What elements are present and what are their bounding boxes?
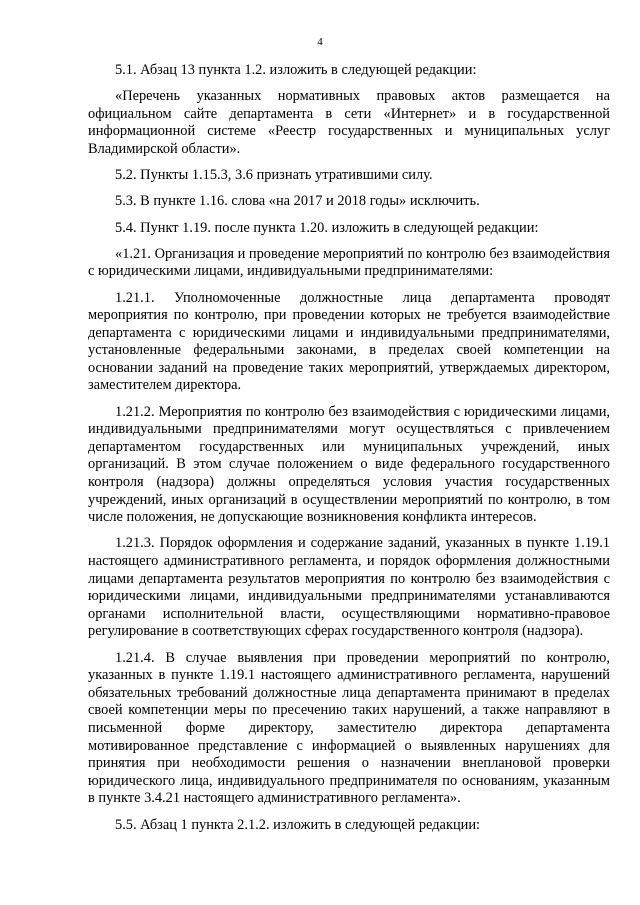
paragraph-5-5: 5.5. Абзац 1 пункта 2.1.2. изложить в следующей редакции: (115, 816, 481, 833)
page-number: 4 (317, 36, 323, 48)
paragraph-5-1: 5.1. Абзац 13 пункта 1.2. изложить в следующей редакции: (115, 62, 477, 78)
paragraph-5-4: 5.4. Пункт 1.19. после пункта 1.20. изложить в следующей редакции: (115, 219, 539, 236)
paragraph-1-21-4: 1.21.4. В случае выявления при проведении мероприятий по контролю, указанных в пункте 1.19.1 настоящего административного регламента, нарушений обязательных требований должностные лица департамента принимают в пределах своей компетенции меры по пресечению таких нарушений, а также направляют в письменной форме директору, заместителю директора департамента мотивированное представление с информацией о выявленных нарушениях для принятия при необходимости решения о назначении внеплановой проверки юридического лица, индивидуального предпринимателя по основаниям, указанным в пункте 3.4.21 настоящего административного регламента». (88, 649, 610, 807)
paragraph-5-3: 5.3. В пункте 1.16. слова «на 2017 и 2018 годы» исключить. (115, 193, 480, 210)
paragraph-1-21-3: 1.21.3. Порядок оформления и содержание заданий, указанных в пункте 1.19.1 настоящего административного регламента, и порядок оформления должностными лицами департамента результатов мероприятия по контролю без взаимодействия с юридическими лицами, индивидуальными предпринимателями устанавливаются органами исполнительной власти, осуществляющими нормативно-правовое регулирование в соответствующих сферах государственного контроля (надзора). (88, 535, 610, 640)
paragraph-quote-list-publication: «Перечень указанных нормативных правовых актов размещается на официальном сайте департамента в сети «Интернет» и в государственной информационной системе «Реестр государственных и муниципальных услуг Владимирской области». (88, 88, 610, 157)
paragraph-5-2: 5.2. Пункты 1.15.3, 3.6 признать утратившими силу. (115, 167, 433, 184)
paragraph-1-21-2: 1.21.2. Мероприятия по контролю без взаимодействия с юридическими лицами, индивидуальными предпринимателями могут осуществляться с привлечением департаментом государственных или муниципальных учреждений, иных организаций. В этом случае положением о виде федерального государственного контроля (надзора) должны определяться условия участия государственных учреждений, иных организаций в осуществлении мероприятий по контролю, в том числе положения, не допускающие возникновения конфликта интересов. (88, 403, 610, 526)
paragraph-1-21-1: 1.21.1. Уполномоченные должностные лица департамента проводят мероприятия по контролю, при проведении которых не требуется взаимодействие департамента с юридическими лицами и индивидуальными предпринимателями, установленные федеральными законами, в пределах своей компетенции на основании заданий на проведение таких мероприятий, утверждаемых директором, заместителем директора. (88, 289, 610, 394)
document-body (88, 62, 610, 834)
paragraph-1-21: «1.21. Организация и проведение мероприятий по контролю без взаимодействия с юридическими лицами, индивидуальными предпринимателями: (88, 245, 610, 280)
